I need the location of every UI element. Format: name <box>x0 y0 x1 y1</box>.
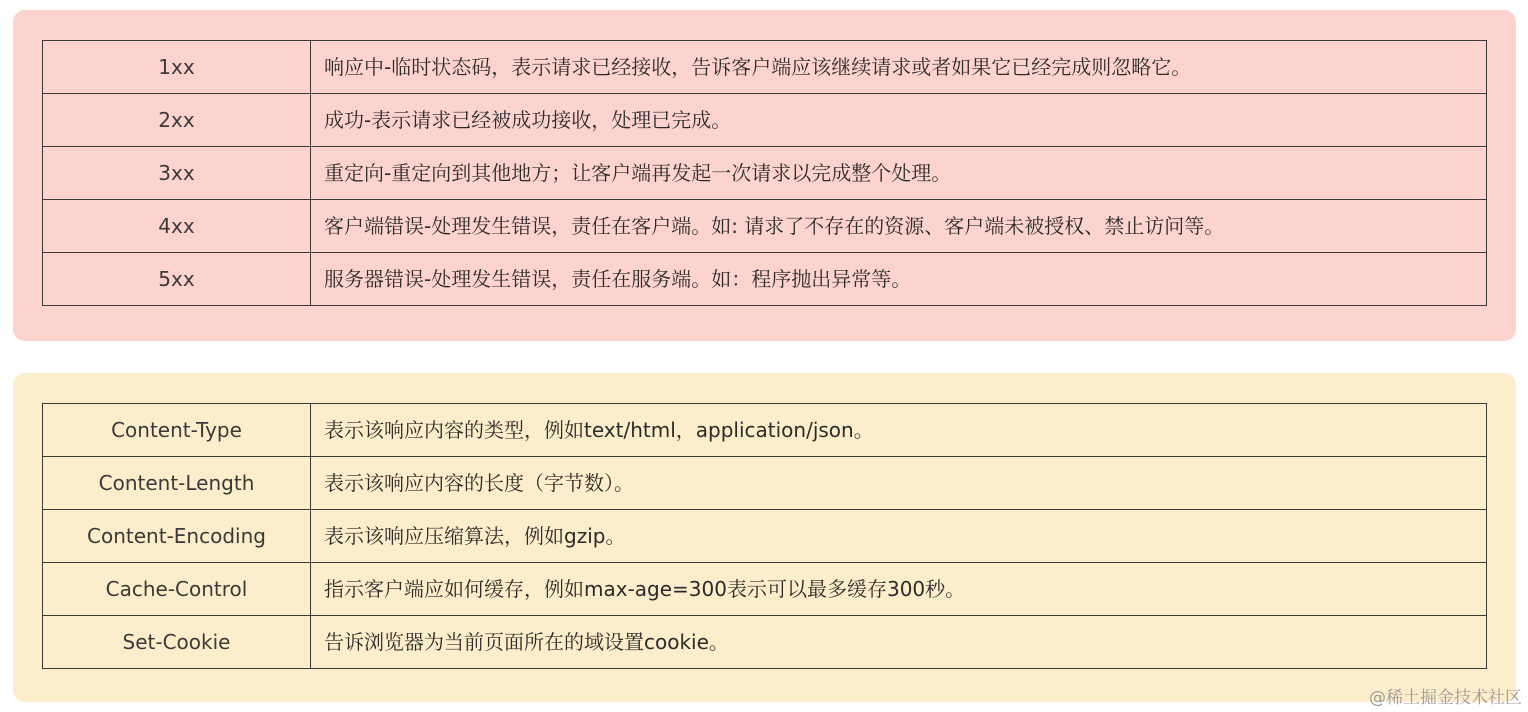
table-row <box>43 147 1487 200</box>
table-row <box>43 563 1487 616</box>
status-code-cell: 5xx <box>43 253 311 306</box>
status-description-cell: 重定向-重定向到其他地方；让客户端再发起一次请求以完成整个处理。 <box>311 147 1487 200</box>
header-description-cell: 表示该响应压缩算法，例如gzip。 <box>311 510 1487 563</box>
status-description-cell: 成功-表示请求已经被成功接收，处理已完成。 <box>311 94 1487 147</box>
table-row <box>43 457 1487 510</box>
status-description-cell: 客户端错误-处理发生错误，责任在客户端。如: 请求了不存在的资源、客户端未被授权、禁止访问等。 <box>311 200 1487 253</box>
status-code-cell: 1xx <box>43 41 311 94</box>
header-description-cell: 表示该响应内容的长度（字节数）。 <box>311 457 1487 510</box>
status-codes-table <box>42 40 1487 306</box>
table-row <box>43 41 1487 94</box>
header-description-cell: 指示客户端应如何缓存，例如max-age=300表示可以最多缓存300秒。 <box>311 563 1487 616</box>
header-name-cell: Content-Type <box>43 404 311 457</box>
header-name-cell: Content-Encoding <box>43 510 311 563</box>
header-description-cell: 告诉浏览器为当前页面所在的域设置cookie。 <box>311 616 1487 669</box>
status-code-cell: 3xx <box>43 147 311 200</box>
status-codes-panel <box>13 10 1516 341</box>
header-name-cell: Cache-Control <box>43 563 311 616</box>
header-name-cell: Set-Cookie <box>43 616 311 669</box>
response-headers-panel <box>13 373 1516 702</box>
status-description-cell: 响应中-临时状态码，表示请求已经接收，告诉客户端应该继续请求或者如果它已经完成则忽略它。 <box>311 41 1487 94</box>
table-row <box>43 253 1487 306</box>
watermark: @稀土掘金技术社区 <box>1369 688 1522 708</box>
table-row <box>43 200 1487 253</box>
table-row <box>43 94 1487 147</box>
table-row <box>43 404 1487 457</box>
header-description-cell: 表示该响应内容的类型，例如text/html，application/json。 <box>311 404 1487 457</box>
status-code-cell: 2xx <box>43 94 311 147</box>
status-code-cell: 4xx <box>43 200 311 253</box>
status-description-cell: 服务器错误-处理发生错误，责任在服务端。如：程序抛出异常等。 <box>311 253 1487 306</box>
response-headers-table <box>42 403 1487 669</box>
table-row <box>43 616 1487 669</box>
table-row <box>43 510 1487 563</box>
header-name-cell: Content-Length <box>43 457 311 510</box>
